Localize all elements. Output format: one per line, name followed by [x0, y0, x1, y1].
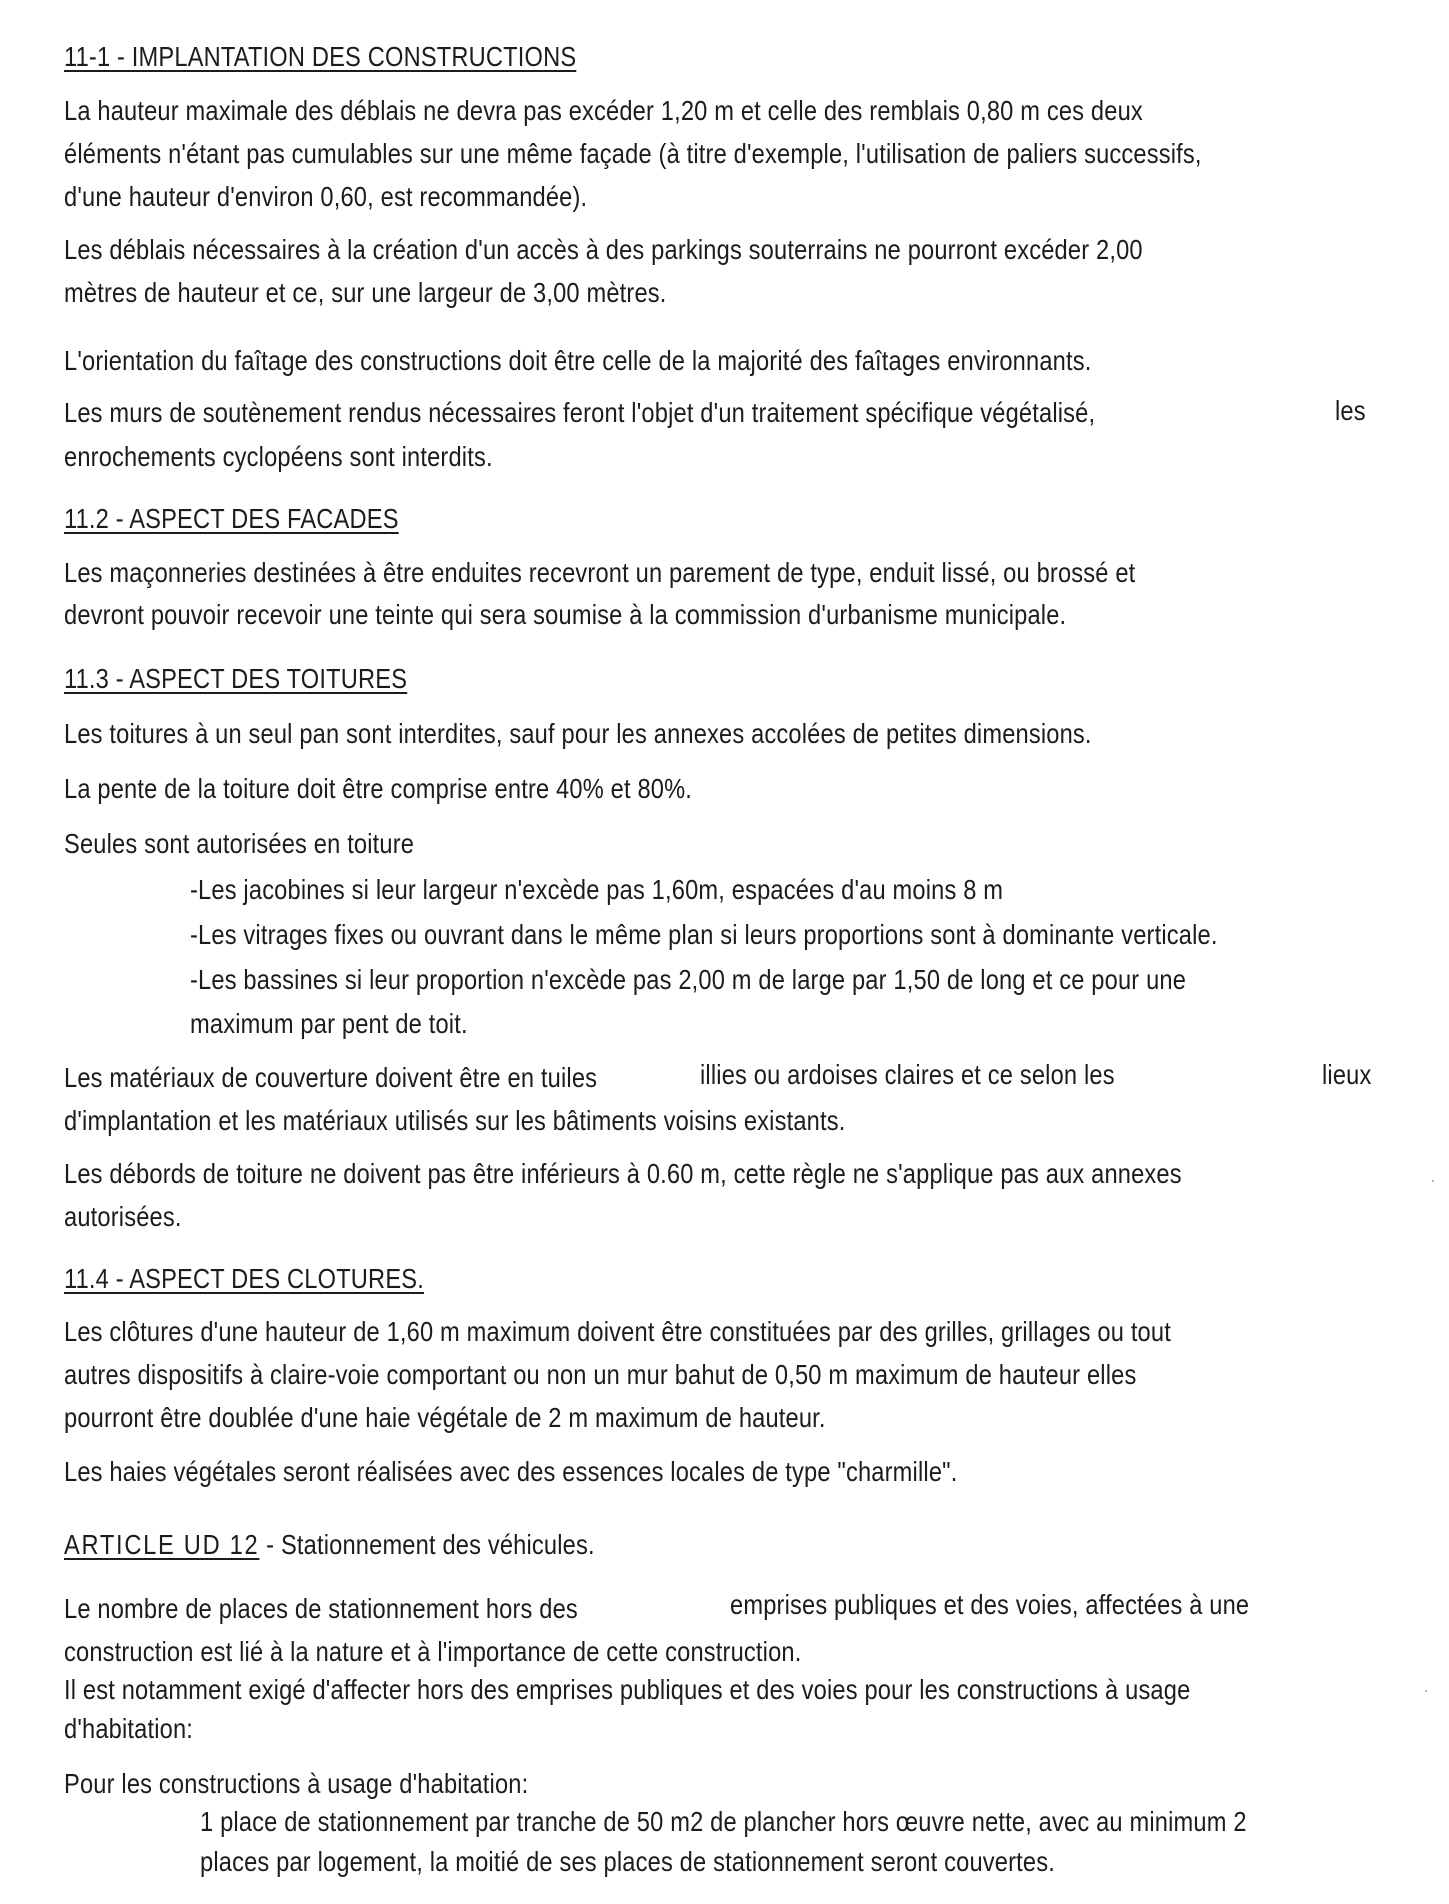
article-label: ARTICLE UD 12 [64, 1529, 260, 1560]
list-item-line: -Les vitrages fixes ou ouvrant dans le même plan si leurs proportions sont à dominante verticale. [190, 919, 1218, 950]
paragraph-line: L'orientation du faîtage des constructions doit être celle de la majorité des faîtages environnants. [64, 345, 1092, 376]
paragraph-line: Il est notamment exigé d'affecter hors des emprises publiques et des voies pour les constructions à usage [64, 1674, 1191, 1705]
scan-speck [1432, 1180, 1434, 1182]
list-item-line: maximum par pent de toit. [190, 1008, 468, 1039]
paragraph-line: enrochements cyclopéens sont interdits. [64, 441, 493, 472]
paragraph-line: d'une hauteur d'environ 0,60, est recommandée). [64, 181, 588, 212]
paragraph-line-fragment: emprises publiques et des voies, affectées à une [730, 1589, 1250, 1620]
paragraph-line: éléments n'étant pas cumulables sur une même façade (à titre d'exemple, l'utilisation de paliers successifs, [64, 138, 1202, 169]
paragraph-line: mètres de hauteur et ce, sur une largeur de 3,00 mètres. [64, 277, 667, 308]
section-heading-facades: 11.2 - ASPECT DES FACADES [64, 503, 399, 534]
paragraph-line: Seules sont autorisées en toiture [64, 828, 415, 859]
list-item-line: -Les bassines si leur proportion n'excède pas 2,00 m de large par 1,50 de long et ce pour une [190, 964, 1187, 995]
paragraph-line: Les murs de soutènement rendus nécessaires feront l'objet d'un traitement spécifique végétalisé, [64, 397, 1096, 428]
paragraph-line: autres dispositifs à claire-voie comportant ou non un mur bahut de 0,50 m maximum de hauteur elles [64, 1359, 1137, 1390]
paragraph-line: Les clôtures d'une hauteur de 1,60 m maximum doivent être constituées par des grilles, grillages ou tout [64, 1316, 1171, 1347]
paragraph-line: Les débords de toiture ne doivent pas être inférieurs à 0.60 m, cette règle ne s'applique pas aux annexes [64, 1158, 1182, 1189]
paragraph-line: pourront être doublée d'une haie végétale de 2 m maximum de hauteur. [64, 1402, 826, 1433]
paragraph-line-fragment: les [1335, 395, 1366, 426]
paragraph-line-fragment: lieux [1322, 1059, 1372, 1090]
paragraph-line: d'implantation et les matériaux utilisés sur les bâtiments voisins existants. [64, 1105, 846, 1136]
paragraph-line: d'habitation: [64, 1713, 194, 1744]
paragraph-line-fragment: illies ou ardoises claires et ce selon les [700, 1059, 1115, 1090]
section-heading-toitures: 11.3 - ASPECT DES TOITURES [64, 663, 408, 694]
paragraph-line: La hauteur maximale des déblais ne devra pas excéder 1,20 m et celle des remblais 0,80 m ces deux [64, 95, 1143, 126]
article-heading [64, 1528, 595, 1562]
paragraph-line: Les toitures à un seul pan sont interdites, sauf pour les annexes accolées de petites dimensions. [64, 718, 1092, 749]
paragraph-line: autorisées. [64, 1201, 182, 1232]
paragraph-line: La pente de la toiture doit être comprise entre 40% et 80%. [64, 773, 693, 804]
article-title: - Stationnement des véhicules. [259, 1529, 595, 1560]
paragraph-line: Les maçonneries destinées à être enduites recevront un parement de type, enduit lissé, ou brossé et [64, 557, 1136, 588]
list-item-line: -Les jacobines si leur largeur n'excède pas 1,60m, espacées d'au moins 8 m [190, 874, 1004, 905]
scan-speck [1425, 1690, 1427, 1692]
list-item-line: 1 place de stationnement par tranche de 50 m2 de plancher hors œuvre nette, avec au minimum 2 [200, 1806, 1247, 1837]
section-heading-implantation: 11-1 - IMPLANTATION DES CONSTRUCTIONS [64, 41, 577, 72]
paragraph-line: Le nombre de places de stationnement hors des [64, 1593, 578, 1624]
paragraph-line: devront pouvoir recevoir une teinte qui sera soumise à la commission d'urbanisme municipale. [64, 599, 1067, 630]
list-item-line: places par logement, la moitié de ses places de stationnement seront couvertes. [200, 1846, 1055, 1877]
paragraph-line: Les déblais nécessaires à la création d'un accès à des parkings souterrains ne pourront excéder 2,00 [64, 234, 1143, 265]
paragraph-line: Les haies végétales seront réalisées avec des essences locales de type "charmille". [64, 1456, 958, 1487]
paragraph-line: Les matériaux de couverture doivent être en tuiles [64, 1062, 598, 1093]
paragraph-line: Pour les constructions à usage d'habitation: [64, 1768, 529, 1799]
paragraph-line: construction est lié à la nature et à l'importance de cette construction. [64, 1636, 802, 1667]
section-heading-clotures: 11.4 - ASPECT DES CLOTURES. [64, 1263, 424, 1294]
